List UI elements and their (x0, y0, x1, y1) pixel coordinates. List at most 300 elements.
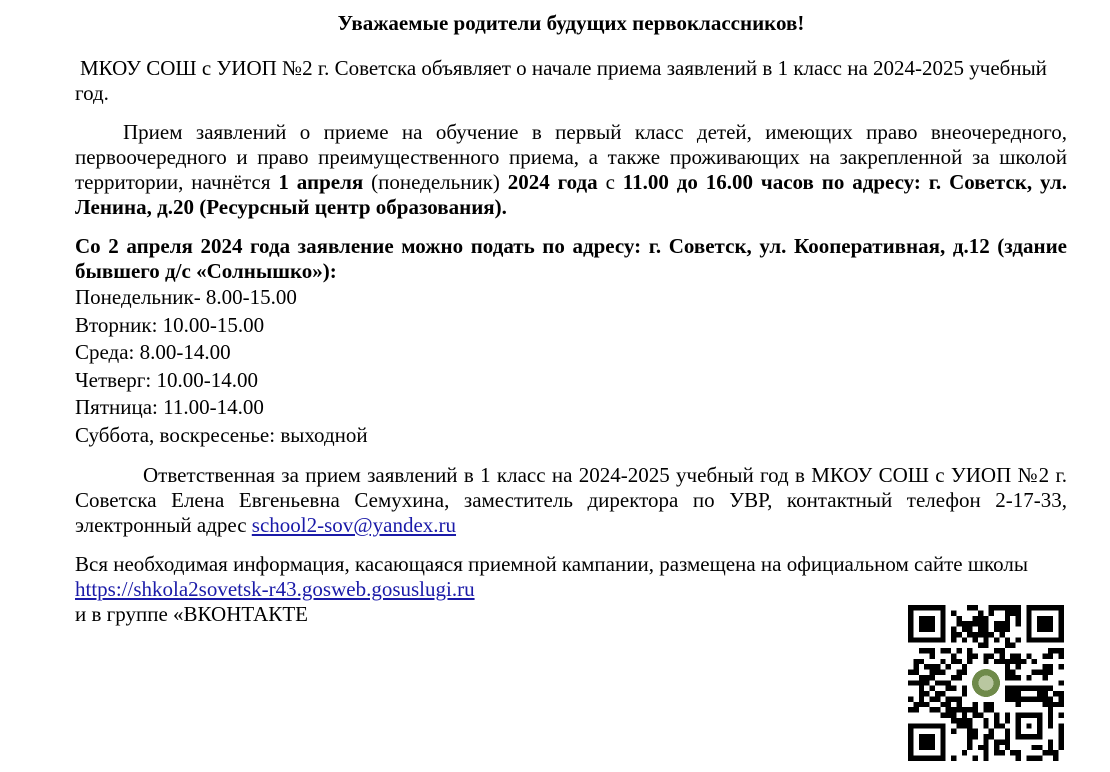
qr-module (1005, 621, 1010, 626)
qr-module (994, 621, 999, 626)
qr-module (924, 702, 929, 707)
qr-module (999, 723, 1004, 728)
qr-module (967, 648, 972, 653)
qr-module (978, 643, 983, 648)
qr-module (967, 734, 972, 739)
qr-module (951, 637, 956, 642)
qr-module (1048, 750, 1053, 755)
qr-module (956, 702, 961, 707)
qr-module (1053, 702, 1058, 707)
qr-module (994, 723, 999, 728)
schedule-item: Понедельник- 8.00-15.00 (75, 285, 297, 309)
qr-module (973, 702, 978, 707)
qr-module (973, 756, 978, 761)
qr-module (946, 696, 951, 701)
qr-module (924, 675, 929, 680)
qr-module (1016, 637, 1021, 642)
qr-module (1005, 686, 1010, 691)
qr-module (962, 686, 967, 691)
qr-module (951, 627, 956, 632)
qr-module (1048, 670, 1053, 675)
qr-module (1005, 659, 1010, 664)
qr-module (1005, 691, 1010, 696)
main-text-3: с (597, 170, 623, 194)
qr-module (962, 718, 967, 723)
qr-module (1042, 686, 1047, 691)
qr-module (919, 659, 924, 664)
qr-module (989, 734, 994, 739)
qr-module (1005, 643, 1010, 648)
qr-finder-top-left (908, 605, 946, 643)
qr-module (962, 670, 967, 675)
qr-module (973, 621, 978, 626)
info-paragraph (75, 552, 1067, 602)
qr-module (1059, 664, 1064, 669)
qr-module (994, 739, 999, 744)
qr-module (1005, 696, 1010, 701)
qr-module (1059, 739, 1064, 744)
qr-module (1016, 696, 1021, 701)
qr-module (973, 729, 978, 734)
qr-module (999, 605, 1004, 610)
qr-module (951, 675, 956, 680)
qr-module (951, 696, 956, 701)
qr-module (1016, 664, 1021, 669)
qr-module (973, 707, 978, 712)
qr-module (1032, 686, 1037, 691)
qr-module (1059, 691, 1064, 696)
document (75, 10, 1067, 627)
qr-module (1016, 605, 1021, 610)
qr-module (908, 696, 913, 701)
qr-module (983, 718, 988, 723)
qr-module (978, 621, 983, 626)
qr-module (1048, 686, 1053, 691)
qr-module (1048, 723, 1053, 728)
qr-module (973, 632, 978, 637)
qr-module (1032, 696, 1037, 701)
qr-module (978, 745, 983, 750)
qr-module (983, 739, 988, 744)
qr-module (1053, 756, 1058, 761)
qr-module (940, 713, 945, 718)
qr-module (967, 729, 972, 734)
qr-module (1016, 621, 1021, 626)
second-address-paragraph: Со 2 апреля 2024 года заявление можно подать по адресу: г. Советск, ул. Кооперативная, д.12 (здание бывшего д/с «Солнышко»): (75, 234, 1067, 283)
qr-module (999, 627, 1004, 632)
start-date: 1 апреля (278, 170, 364, 194)
qr-module (956, 659, 961, 664)
qr-module (1037, 756, 1042, 761)
qr-module (1059, 729, 1064, 734)
qr-module (994, 750, 999, 755)
main-paragraph (75, 120, 1067, 220)
qr-module (1010, 686, 1015, 691)
qr-module (994, 659, 999, 664)
qr-module (1005, 713, 1010, 718)
qr-module (935, 696, 940, 701)
qr-module (951, 713, 956, 718)
qr-module (973, 653, 978, 658)
qr-module (951, 610, 956, 615)
qr-module (1042, 696, 1047, 701)
qr-module (1032, 670, 1037, 675)
qr-module (962, 621, 967, 626)
qr-module (946, 680, 951, 685)
qr-module (1010, 670, 1015, 675)
qr-module (1021, 696, 1026, 701)
qr-module (983, 653, 988, 658)
qr-module (1037, 696, 1042, 701)
qr-module (983, 632, 988, 637)
qr-module (913, 702, 918, 707)
qr-module (1042, 750, 1047, 755)
qr-module (962, 691, 967, 696)
qr-module (967, 718, 972, 723)
qr-module (946, 702, 951, 707)
qr-module (913, 659, 918, 664)
qr-module (1026, 686, 1031, 691)
qr-module (967, 627, 972, 632)
qr-module (1048, 653, 1053, 658)
vk-line: и в группе «ВКОНТАКТЕ (75, 602, 308, 626)
qr-module (956, 718, 961, 723)
qr-module (1005, 664, 1010, 669)
qr-module (973, 605, 978, 610)
qr-module (989, 729, 994, 734)
qr-module (956, 632, 961, 637)
qr-module (930, 664, 935, 669)
qr-module (908, 707, 913, 712)
qr-module (1005, 739, 1010, 744)
qr-module (1005, 734, 1010, 739)
website-link[interactable]: https://shkola2sovetsk-r43.gosweb.gosuslugi.ru (75, 577, 475, 601)
qr-module (983, 643, 988, 648)
qr-module (919, 696, 924, 701)
qr-module (919, 691, 924, 696)
qr-module (1037, 745, 1042, 750)
qr-module (1005, 729, 1010, 734)
responsible-text: Ответственная за прием заявлений в 1 класс на 2024-2025 учебный год в МКОУ СОШ с УИОП №2 г. Советска Елена Евгеньевна Семухина, заместитель директора по УВР, контактный телефон 2-17-33, электронный адрес (75, 463, 1067, 537)
schedule-item: Суббота, воскресенье: выходной (75, 422, 368, 447)
info-text: Вся необходимая информация, касающаяся приемной кампании, размещена на официальном сайте школы (75, 552, 1028, 576)
qr-module (989, 707, 994, 712)
qr-module (924, 691, 929, 696)
qr-module (978, 616, 983, 621)
qr-module (978, 627, 983, 632)
qr-module (1037, 691, 1042, 696)
qr-module (999, 653, 1004, 658)
qr-module (983, 734, 988, 739)
qr-module (951, 729, 956, 734)
qr-module (1042, 670, 1047, 675)
qr-module (1005, 670, 1010, 675)
qr-module (1010, 696, 1015, 701)
qr-module (999, 739, 1004, 744)
qr-module (1010, 675, 1015, 680)
qr-module (967, 723, 972, 728)
qr-module (1005, 637, 1010, 642)
qr-module (989, 632, 994, 637)
qr-module (962, 627, 967, 632)
qr-module (1026, 675, 1031, 680)
qr-module (962, 750, 967, 755)
qr-module (940, 702, 945, 707)
qr-module (946, 648, 951, 653)
qr-module (1037, 670, 1042, 675)
qr-module (999, 659, 1004, 664)
qr-module (1016, 691, 1021, 696)
qr-module (999, 648, 1004, 653)
qr-center-logo (970, 667, 1002, 699)
qr-module (1048, 739, 1053, 744)
qr-module (1042, 664, 1047, 669)
qr-module (935, 680, 940, 685)
qr-module (1048, 745, 1053, 750)
qr-module (994, 605, 999, 610)
qr-module (1032, 745, 1037, 750)
qr-module (1016, 653, 1021, 658)
qr-module (1021, 686, 1026, 691)
qr-module (1021, 659, 1026, 664)
qr-module (919, 675, 924, 680)
qr-module (930, 686, 935, 691)
qr-module (956, 670, 961, 675)
qr-module (940, 691, 945, 696)
qr-module (1016, 702, 1021, 707)
qr-module (1059, 680, 1064, 685)
schedule-item: Четверг: 10.00-14.00 (75, 367, 258, 392)
qr-module (967, 659, 972, 664)
qr-module (967, 745, 972, 750)
qr-module (951, 718, 956, 723)
qr-code-icon[interactable] (908, 605, 1064, 761)
qr-module (919, 648, 924, 653)
qr-module (946, 713, 951, 718)
qr-module (924, 680, 929, 685)
qr-module (994, 713, 999, 718)
qr-module (1010, 610, 1015, 615)
qr-module (930, 675, 935, 680)
qr-module (1010, 750, 1015, 755)
qr-module (930, 653, 935, 658)
qr-module (967, 739, 972, 744)
qr-module (994, 745, 999, 750)
time-address: 11.00 до 16.00 часов по адресу: г. Советск, ул. Ленина, д.20 (Ресурсный центр образования). (75, 170, 1068, 219)
qr-module (908, 680, 913, 685)
qr-module (940, 670, 945, 675)
qr-module (1048, 648, 1053, 653)
qr-module (962, 664, 967, 669)
qr-module (1048, 707, 1053, 712)
qr-module (1059, 713, 1064, 718)
qr-module (978, 632, 983, 637)
intro-paragraph: МКОУ СОШ с УИОП №2 г. Советска объявляет о начале приема заявлений в 1 класс на 2024-2025 учебный год. (75, 56, 1047, 105)
qr-module (999, 621, 1004, 626)
qr-module (999, 632, 1004, 637)
qr-module (935, 691, 940, 696)
qr-module (962, 707, 967, 712)
qr-module (913, 664, 918, 669)
qr-module (930, 707, 935, 712)
qr-module (994, 637, 999, 642)
qr-module (978, 713, 983, 718)
qr-module (913, 680, 918, 685)
schedule-item: Вторник: 10.00-15.00 (75, 312, 265, 337)
qr-module (983, 756, 988, 761)
qr-module (951, 756, 956, 761)
qr-module (1053, 750, 1058, 755)
qr-module (967, 707, 972, 712)
qr-module (983, 750, 988, 755)
qr-module (1059, 653, 1064, 658)
qr-module (994, 718, 999, 723)
qr-module (1016, 686, 1021, 691)
qr-module (919, 702, 924, 707)
qr-module (940, 659, 945, 664)
qr-module (1005, 616, 1010, 621)
qr-module (967, 605, 972, 610)
qr-module (983, 702, 988, 707)
qr-module (1010, 659, 1015, 664)
qr-module (1048, 713, 1053, 718)
qr-module (983, 621, 988, 626)
qr-module (1032, 756, 1037, 761)
qr-module (994, 627, 999, 632)
qr-module (994, 648, 999, 653)
qr-module (1005, 627, 1010, 632)
qr-alignment (1016, 713, 1043, 740)
qr-module (913, 670, 918, 675)
qr-module (946, 686, 951, 691)
qr-module (1059, 745, 1064, 750)
qr-module (935, 664, 940, 669)
schedule-list (75, 284, 1067, 449)
main-text-2: (понедельник) (363, 170, 508, 194)
qr-module (1042, 653, 1047, 658)
qr-module (1059, 723, 1064, 728)
qr-module (1048, 696, 1053, 701)
qr-module (956, 675, 961, 680)
qr-module (989, 610, 994, 615)
qr-module (908, 670, 913, 675)
qr-module (1016, 616, 1021, 621)
email-link[interactable]: school2-sov@yandex.ru (251, 513, 457, 537)
qr-module (1042, 675, 1047, 680)
qr-module (983, 707, 988, 712)
qr-module (946, 664, 951, 669)
qr-module (967, 632, 972, 637)
qr-module (951, 707, 956, 712)
qr-module (951, 632, 956, 637)
qr-module (930, 696, 935, 701)
schedule-item: Среда: 8.00-14.00 (75, 340, 231, 364)
qr-module (1026, 653, 1031, 658)
qr-module (1010, 643, 1015, 648)
qr-module (978, 610, 983, 615)
qr-module (1010, 691, 1015, 696)
qr-module (1026, 756, 1031, 761)
qr-module (1005, 605, 1010, 610)
qr-module (1016, 756, 1021, 761)
qr-module (940, 680, 945, 685)
qr-module (1037, 686, 1042, 691)
qr-module (956, 621, 961, 626)
qr-module (983, 659, 988, 664)
qr-module (935, 707, 940, 712)
qr-finder-bottom-left (908, 723, 946, 761)
qr-module (1005, 718, 1010, 723)
schedule-item: Пятница: 11.00-14.00 (75, 395, 264, 419)
qr-module (956, 707, 961, 712)
qr-module (983, 627, 988, 632)
qr-module (930, 670, 935, 675)
qr-module (983, 745, 988, 750)
qr-module (1005, 675, 1010, 680)
qr-module (973, 616, 978, 621)
document-title: Уважаемые родители будущих первоклассников! (337, 11, 805, 35)
qr-module (1032, 659, 1037, 664)
qr-module (956, 723, 961, 728)
qr-module (1010, 653, 1015, 658)
qr-module (1042, 702, 1047, 707)
qr-module (956, 616, 961, 621)
qr-module (951, 686, 956, 691)
qr-module (956, 648, 961, 653)
qr-module (973, 713, 978, 718)
qr-module (967, 653, 972, 658)
qr-module (1053, 648, 1058, 653)
qr-module (1005, 610, 1010, 615)
qr-module (1059, 648, 1064, 653)
qr-module (962, 637, 967, 642)
qr-module (935, 670, 940, 675)
qr-module (999, 750, 1004, 755)
qr-module (967, 621, 972, 626)
qr-module (962, 713, 967, 718)
qr-module (1042, 691, 1047, 696)
qr-module (1010, 605, 1015, 610)
qr-module (930, 648, 935, 653)
qr-module (983, 616, 988, 621)
qr-module (983, 637, 988, 642)
qr-module (1048, 702, 1053, 707)
qr-module (1016, 659, 1021, 664)
qr-module (1026, 696, 1031, 701)
main-text-1: Прием заявлений о приеме на обучение в первый класс детей, имеющих право внеочередного, первоочередного и право преимущественного приема, а также проживающих на закрепленной за школой территории, начнётся (75, 120, 1067, 194)
qr-module (989, 702, 994, 707)
qr-module (956, 696, 961, 701)
qr-module (962, 723, 967, 728)
start-year: 2024 года (507, 170, 598, 194)
qr-module (989, 653, 994, 658)
qr-module (951, 653, 956, 658)
qr-module (1059, 734, 1064, 739)
qr-module (1016, 750, 1021, 755)
qr-module (1053, 691, 1058, 696)
qr-module (973, 734, 978, 739)
qr-module (1048, 664, 1053, 669)
qr-finder-top-right (1026, 605, 1064, 643)
qr-module (919, 680, 924, 685)
qr-module (1016, 675, 1021, 680)
qr-module (973, 637, 978, 642)
qr-module (1059, 702, 1064, 707)
qr-module (1059, 696, 1064, 701)
qr-module (940, 648, 945, 653)
qr-module (946, 707, 951, 712)
qr-module (1016, 610, 1021, 615)
